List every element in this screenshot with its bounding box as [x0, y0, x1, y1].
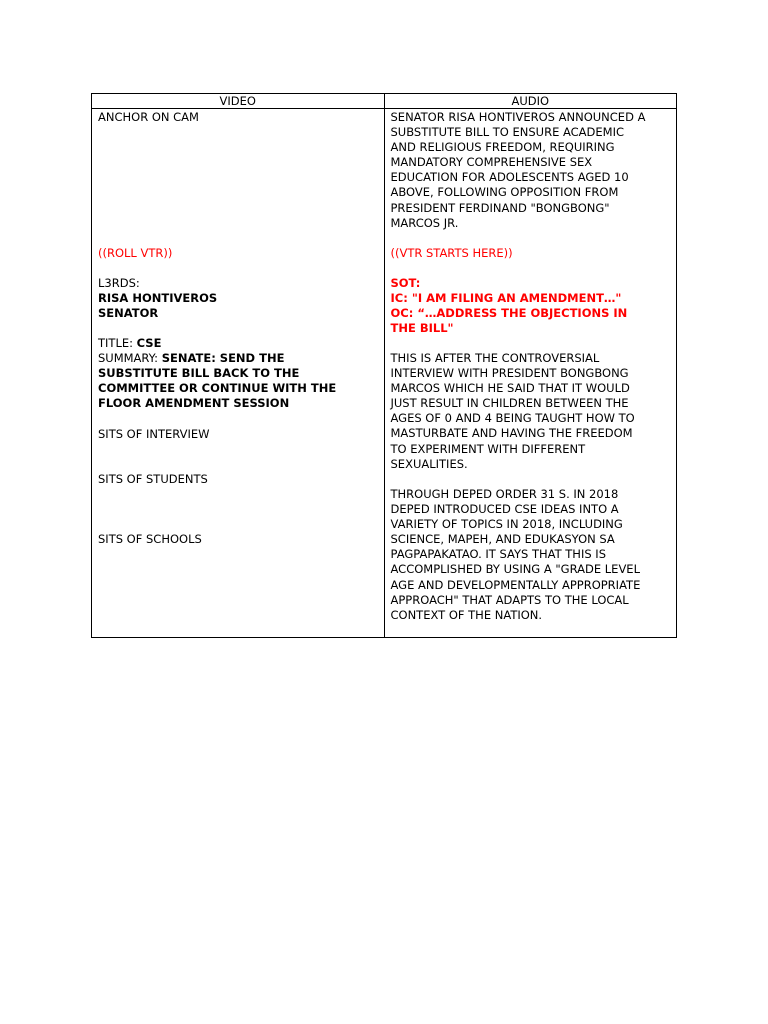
anchor-on-cam: ANCHOR ON CAM [98, 110, 199, 124]
audio-body-line: INTERVIEW WITH PRESIDENT BONGBONG [390, 366, 629, 381]
audio-intro-line: PRESIDENT FERDINAND "BONGBONG" [390, 200, 610, 215]
audio-intro-line: ABOVE, FOLLOWING OPPOSITION FROM [390, 185, 619, 200]
audio-body-line: DEPED INTRODUCED CSE IDEAS INTO A [390, 502, 619, 517]
audio-body-line: THROUGH DEPED ORDER 31 S. IN 2018 [390, 487, 619, 501]
summary-label: SUMMARY: [98, 351, 162, 366]
l3rds-position: SENATOR [98, 306, 159, 321]
audio-body-line: APPROACH" THAT ADAPTS TO THE LOCAL [390, 592, 629, 607]
title-line [98, 336, 380, 351]
audio-intro-line: EDUCATION FOR ADOLESCENTS AGED 10 [390, 170, 629, 185]
audio-body-line: MARCOS WHICH HE SAID THAT IT WOULD [390, 381, 630, 396]
sits-of-interview: SITS OF INTERVIEW [98, 427, 210, 441]
audio-body-line: PAGPAPAKATAO. IT SAYS THAT THIS IS [390, 547, 606, 562]
video-column-header: VIDEO [92, 94, 385, 109]
l3rds-name: RISA HONTIVEROS [98, 291, 218, 306]
audio-body-line: ACCOMPLISHED BY USING A "GRADE LEVEL [390, 562, 640, 577]
sits-interview-cue [98, 427, 380, 442]
summary-line-2: SUBSTITUTE BILL BACK TO THE [98, 366, 300, 381]
roll-vtr-label: ((ROLL VTR)) [98, 246, 173, 260]
audio-column-header: AUDIO [384, 94, 677, 109]
sits-of-schools: SITS OF SCHOOLS [98, 532, 202, 546]
summary-line-4: FLOOR AMENDMENT SESSION [98, 396, 290, 411]
l3rds-block [98, 276, 380, 321]
l3rds-label: L3RDS: [98, 276, 140, 290]
vtr-starts-cue [391, 246, 673, 261]
anchor-cue [98, 110, 380, 125]
audio-body-line: JUST RESULT IN CHILDREN BETWEEN THE [390, 396, 629, 411]
summary-line-1 [98, 351, 380, 366]
sot-in-cue: IC: "I AM FILING AN AMENDMENT…" [390, 291, 622, 306]
summary-text: SENATE: SEND THE [161, 351, 285, 366]
sits-schools-cue [98, 532, 380, 547]
summary-line-3: COMMITTEE OR CONTINUE WITH THE [98, 381, 337, 396]
sot-block [391, 276, 673, 336]
audio-intro-line: MANDATORY COMPREHENSIVE SEX [390, 155, 593, 170]
audio-intro-line: SUBSTITUTE BILL TO ENSURE ACADEMIC [390, 125, 625, 140]
audio-body-line: AGES OF 0 AND 4 BEING TAUGHT HOW TO [390, 411, 635, 426]
audio-body-line: TO EXPERIMENT WITH DIFFERENT [390, 441, 586, 456]
header-row [92, 94, 677, 109]
audio-body-line: AGE AND DEVELOPMENTALLY APPROPRIATE [390, 577, 641, 592]
vtr-starts-here: ((VTR STARTS HERE)) [390, 246, 513, 260]
audio-body-line: VARIETY OF TOPICS IN 2018, INCLUDING [390, 517, 623, 532]
sot-label: SOT: [390, 276, 421, 290]
audio-intro-line: AND RELIGIOUS FREEDOM, REQUIRING [390, 140, 615, 155]
audio-body-1 [391, 351, 673, 472]
audio-body-2 [391, 487, 673, 623]
audio-body-line: MASTURBATE AND HAVING THE FREEDOM [390, 426, 633, 441]
audio-intro-line: MARCOS JR. [390, 215, 459, 230]
audio-body-line: SCIENCE, MAPEH, AND EDUKASYON SA [390, 532, 615, 547]
sot-out-cue: OC: “…ADDRESS THE OBJECTIONS IN [390, 306, 628, 321]
title-label: TITLE: [98, 336, 137, 350]
script-row [92, 109, 677, 638]
audio-cell [384, 109, 677, 638]
audio-intro-line: SENATOR RISA HONTIVEROS ANNOUNCED A [390, 110, 646, 124]
roll-vtr-cue [98, 246, 380, 261]
sits-of-students: SITS OF STUDENTS [98, 472, 208, 486]
sot-out-cue-cont: THE BILL" [390, 321, 454, 336]
audio-body-line: SEXUALITIES. [390, 456, 468, 471]
audio-body-line: CONTEXT OF THE NATION. [390, 607, 543, 622]
sits-students-cue [98, 472, 380, 487]
script-table [91, 93, 677, 638]
audio-intro [391, 110, 673, 231]
video-cell [92, 109, 385, 638]
audio-body-line: THIS IS AFTER THE CONTROVERSIAL [390, 351, 600, 365]
title-value: CSE [136, 336, 162, 350]
title-summary-block [98, 336, 380, 411]
